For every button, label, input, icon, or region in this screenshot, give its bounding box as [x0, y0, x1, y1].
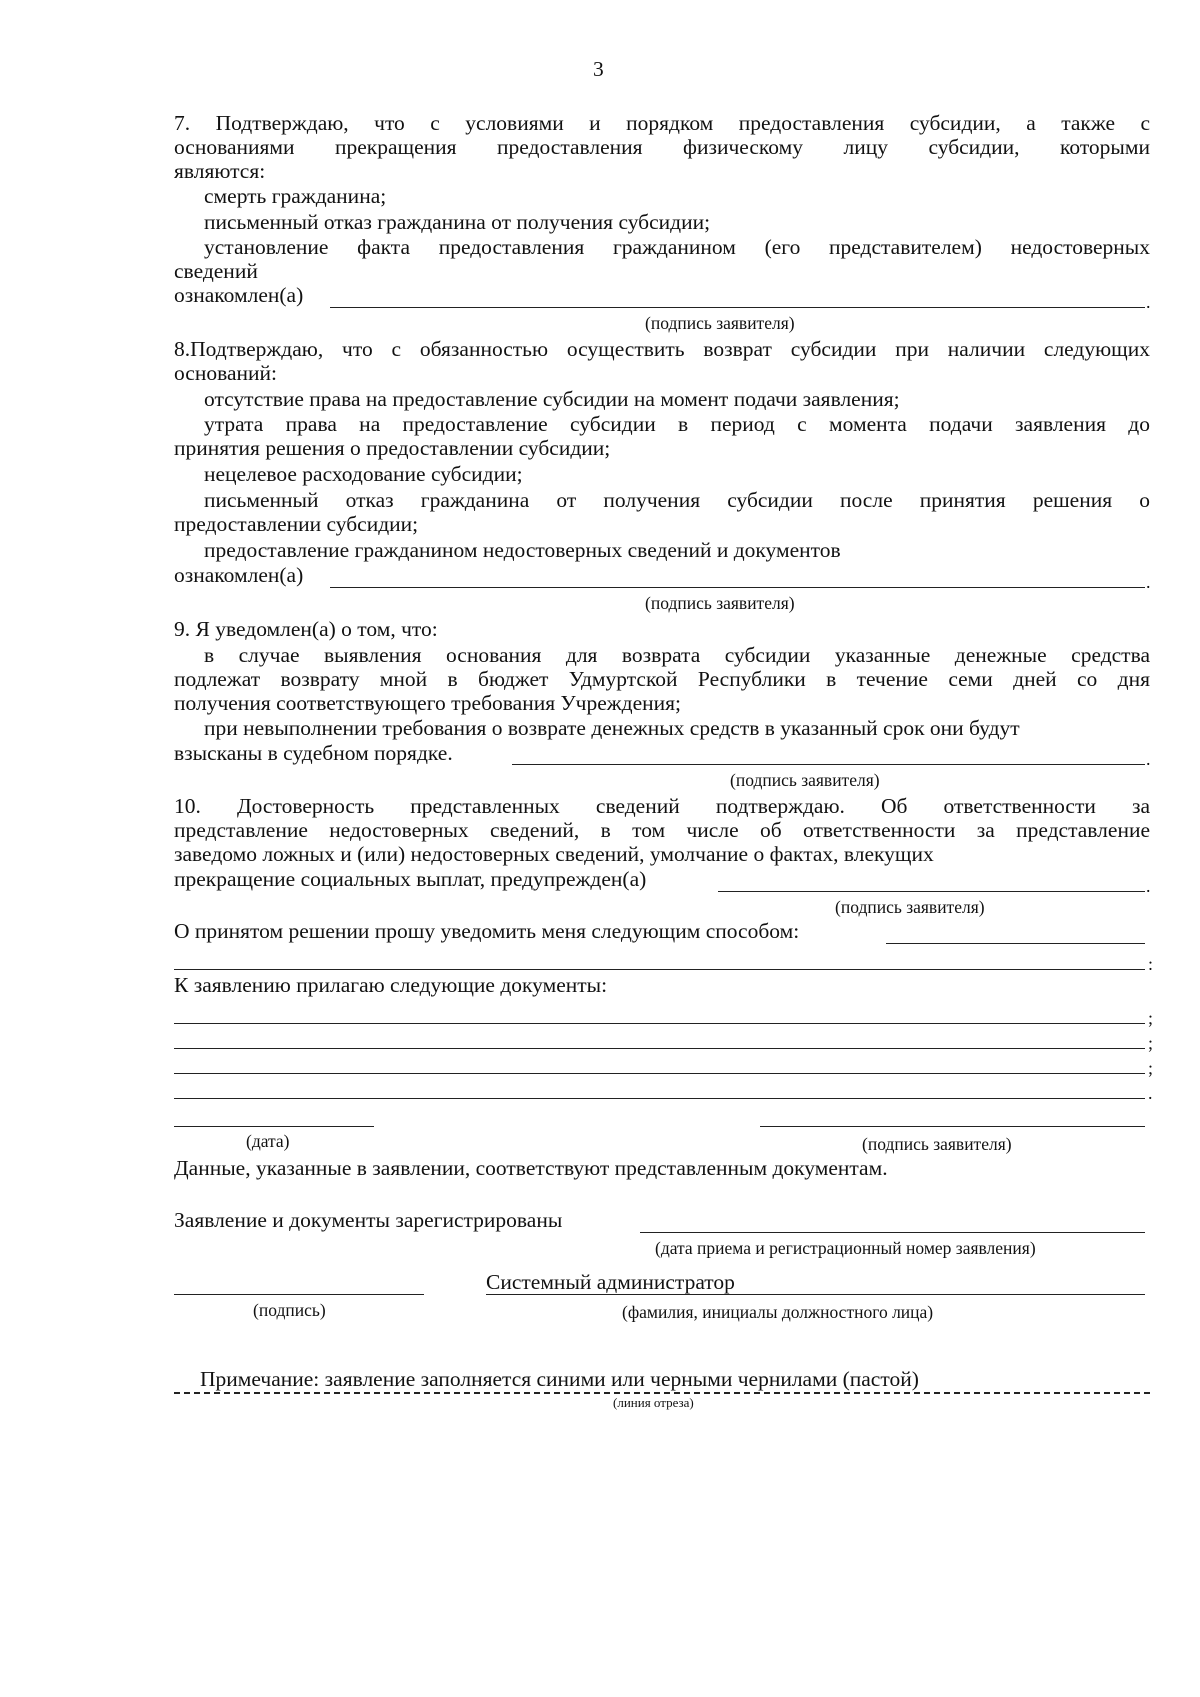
item9-line1: 9. Я уведомлен(а) о том, что: [174, 617, 438, 641]
item7-bullet3-line1: установление факта предоставления гражданином (его представителем) недостоверных [204, 235, 1150, 259]
item7-line1: 7. Подтверждаю, что с условиями и порядком предоставления субсидии, а также с [174, 111, 1150, 135]
item7-line2: основаниями прекращения предоставления физическому лицу субсидии, которыми [174, 135, 1150, 159]
page-number: 3 [593, 57, 604, 81]
official-name: Системный администратор [486, 1270, 735, 1294]
item8-period: . [1146, 572, 1151, 592]
item9-p1-line1: в случае выявления основания для возврата субсидии указанные денежные средства [204, 643, 1150, 667]
attachment-mark-3: ; [1148, 1058, 1154, 1078]
item7-ack-label: ознакомлен(а) [174, 283, 304, 307]
filling-note: Примечание: заявление заполняется синими или черными чернилами (пастой) [200, 1367, 919, 1391]
item10-period: . [1146, 876, 1151, 896]
item8-ack-label: ознакомлен(а) [174, 563, 304, 587]
registered-label: Заявление и документы зарегистрированы [174, 1208, 563, 1232]
item10-line2: представление недостоверных сведений, в том числе об ответственности за представление [174, 818, 1150, 842]
date-line[interactable] [174, 1126, 374, 1127]
item9-p2-line2: взысканы в судебном порядке. [174, 741, 453, 765]
item8-bullet2-line1: утрата права на предоставление субсидии в период с момента подачи заявления до [204, 412, 1150, 436]
item10-line1: 10. Достоверность представленных сведений подтверждаю. Об ответственности за [174, 794, 1150, 818]
item9-sign-caption: (подпись заявителя) [730, 770, 880, 790]
official-signature-line[interactable] [174, 1294, 424, 1295]
item7-bullet1: смерть гражданина; [204, 184, 387, 208]
attachment-line-4[interactable] [174, 1098, 1145, 1099]
applicant-sign-caption: (подпись заявителя) [862, 1134, 1012, 1154]
attachment-line-1[interactable] [174, 1023, 1145, 1024]
item8-bullet5: предоставление гражданином недостоверных сведений и документов [204, 538, 841, 562]
item8-bullet4-line1: письменный отказ гражданина от получения субсидии после принятия решения о [204, 488, 1150, 512]
attach-label: К заявлению прилагаю следующие документы: [174, 973, 608, 997]
item9-p1-line2: подлежат возврату мной в бюджет Удмуртской Республики в течение семи дней со дня [174, 667, 1150, 691]
data-match-statement: Данные, указанные в заявлении, соответствуют представленным документам. [174, 1156, 888, 1180]
official-caption: (фамилия, инициалы должностного лица) [622, 1302, 934, 1322]
notify-method-line-2[interactable] [174, 969, 1145, 970]
applicant-signature-line[interactable] [760, 1126, 1145, 1127]
item9-signature-line[interactable] [512, 764, 1145, 765]
item7-line3: являются: [174, 159, 266, 183]
item7-bullet3-line2: сведений [174, 259, 258, 283]
item8-signature-line[interactable] [330, 587, 1145, 588]
notify-colon: : [1148, 954, 1154, 974]
item9-period: . [1146, 749, 1151, 769]
item10-line4: прекращение социальных выплат, предупрежден(а) [174, 867, 647, 891]
item8-line1: 8.Подтверждаю, что с обязанностью осуществить возврат субсидии при наличии следующих [174, 337, 1150, 361]
cut-line-caption: (линия отреза) [613, 1395, 694, 1410]
cut-line [174, 1392, 1150, 1394]
item10-signature-line[interactable] [718, 891, 1145, 892]
attachment-line-3[interactable] [174, 1073, 1145, 1074]
item8-bullet1: отсутствие права на предоставление субсидии на момент подачи заявления; [204, 387, 900, 411]
attachment-mark-1: ; [1148, 1008, 1154, 1028]
signature-caption: (подпись) [253, 1300, 326, 1320]
item7-period: . [1146, 292, 1151, 312]
registered-caption: (дата приема и регистрационный номер заявления) [655, 1238, 1036, 1258]
item7-sign-caption: (подпись заявителя) [645, 313, 795, 333]
item8-bullet4-line2: предоставлении субсидии; [174, 512, 419, 536]
item8-sign-caption: (подпись заявителя) [645, 593, 795, 613]
attachment-mark-4: . [1148, 1083, 1153, 1103]
official-name-line[interactable] [486, 1294, 1145, 1295]
item10-line3: заведомо ложных и (или) недостоверных сведений, умолчание о фактах, влекущих [174, 842, 934, 866]
item8-bullet2-line2: принятия решения о предоставлении субсидии; [174, 436, 611, 460]
item7-bullet2: письменный отказ гражданина от получения субсидии; [204, 210, 711, 234]
date-caption: (дата) [246, 1131, 290, 1151]
notify-method-line[interactable] [886, 943, 1145, 944]
item9-p2-line1: при невыполнении требования о возврате денежных средств в указанный срок они будут [204, 716, 1020, 740]
registration-line[interactable] [640, 1232, 1145, 1233]
item7-signature-line[interactable] [330, 307, 1145, 308]
attachment-line-2[interactable] [174, 1048, 1145, 1049]
item8-bullet3: нецелевое расходование субсидии; [204, 462, 523, 486]
attachment-mark-2: ; [1148, 1033, 1154, 1053]
notify-label: О принятом решении прошу уведомить меня следующим способом: [174, 919, 800, 943]
item8-line2: оснований: [174, 361, 277, 385]
item9-p1-line3: получения соответствующего требования Учреждения; [174, 691, 682, 715]
item10-sign-caption: (подпись заявителя) [835, 897, 985, 917]
